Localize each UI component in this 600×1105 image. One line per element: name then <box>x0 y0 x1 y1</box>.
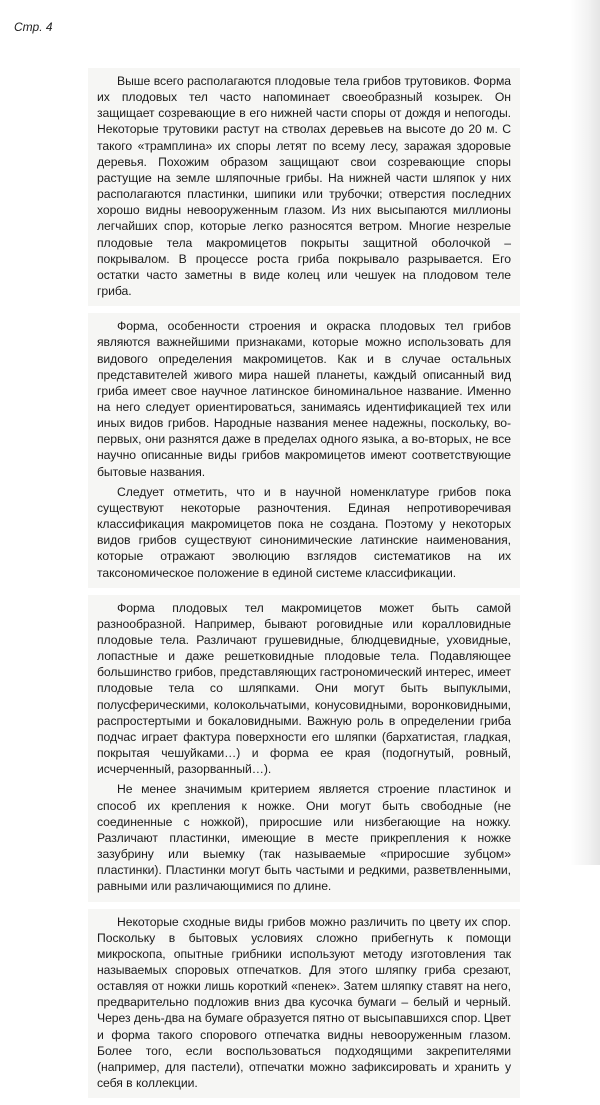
paragraph: Следует отметить, что и в научной номенклатуре грибов пока существуют некоторые разночтения. Единая непротиворечивая классификация макромицетов пока не создана. Поэтому у некоторых видов грибов существуют синонимические латинские наименования, которые отражают эволюцию взглядов систематиков на их таксономическое положение в единой системе классификации. <box>97 484 511 580</box>
text-block-polypores <box>88 68 520 306</box>
paragraph: Выше всего располагаются плодовые тела грибов трутовиков. Форма их плодовых тел часто напоминает своеобразный козырек. Он защищает созревающие в его нижней части споры от дождя и непогоды. Некоторые трутовики растут на стволах деревьев на высоте до 20 м. С такого «трамплина» их споры летят по всему лесу, заражая здоровые деревья. Похожим образом защищают свои созревающие споры растущие на земле шляпочные грибы. На нижней части шляпок у них располагаются пластинки, шипики или трубочки; отверстия последних хорошо видны невооруженным глазом. Из них высыпаются миллионы легчайших спор, которые легко разносятся ветром. Многие незрелые плодовые тела макромицетов покрыты защитной оболочкой – покрывалом. В процессе роста гриба покрывало разрывается. Его остатки часто заметны в виде колец или чешуек на плодовом теле гриба. <box>97 74 511 299</box>
page-body <box>88 68 520 1105</box>
paragraph: Форма плодовых тел макромицетов может быть самой разнообразной. Например, бывают роговидные или коралловидные плодовые тела. Различают грушевидные, блюдцевидные, уховидные, лопастные и даже решетковидные плодовые тела. Подавляющее большинство грибов, представляющих гастрономический интерес, имеет плодовые тела со шляпками. Они могут быть выпуклыми, полусферическими, колокольчатыми, конусовидными, воронковидными, распростертыми и бокаловидными. Важную роль в определении гриба подчас играет фактура поверхности его шляпки (бархатистая, гладкая, покрытая чешуйками…) и форма ее края (подогнутый, ровный, исчерченный, разорванный…). <box>97 600 511 777</box>
text-block-spore-prints <box>88 909 520 1099</box>
paragraph: Форма, особенности строения и окраска плодовых тел грибов являются важнейшими признаками, которые можно использовать для видового определения макромицетов. Как и в случае остальных представителей живого мира нашей планеты, каждый описанный вид гриба имеет свое научное латинское биноминальное название. Именно на него следует ориентироваться, занимаясь идентификацией тех или иных видов грибов. Народные названия менее надежны, поскольку, во-первых, они разнятся даже в пределах одного языка, а во-вторых, не все научно описанные виды грибов макромицетов имеют соответствующие бытовые названия. <box>97 319 511 479</box>
paragraph: Некоторые сходные виды грибов можно различить по цвету их спор. Поскольку в бытовых условиях сложно прибегнуть к помощи микроскопа, опытные грибники используют методу изготовления так называемых споровых отпечатков. Для этого шляпку гриба срезают, оставляя от ножки лишь короткий «пенек». Затем шляпку ставят на него, предварительно подложив вниз два кусочка бумаги – белый и черный. Через день-два на бумаге образуется пятно от высыпавшихся спор. Цвет и форма такого спорового отпечатка видны невооруженным глазом. Более того, если воспользоваться подходящими закрепителями (например, для пастели), отпечатки можно зафиксировать и хранить у себя в коллекции. <box>97 914 511 1091</box>
scan-margin-shadow <box>570 0 600 865</box>
text-block-fruiting-body-forms <box>88 595 520 902</box>
paragraph: Не менее значимым критерием является строение пластинок и способ их крепления к ножке. Они могут быть свободные (не соединенные с ножкой), приросшие или низбегающие на ножку. Различают пластинки, имеющие в месте прикрепления к ножке зазубрину или выемку (так называемые «приросшие зубцом» пластинки). Пластинки могут быть частыми и редкими, разветвленными, равными или различающимися по длине. <box>97 782 511 894</box>
page-number: Стр. 4 <box>14 20 53 34</box>
text-block-identification <box>88 313 520 588</box>
